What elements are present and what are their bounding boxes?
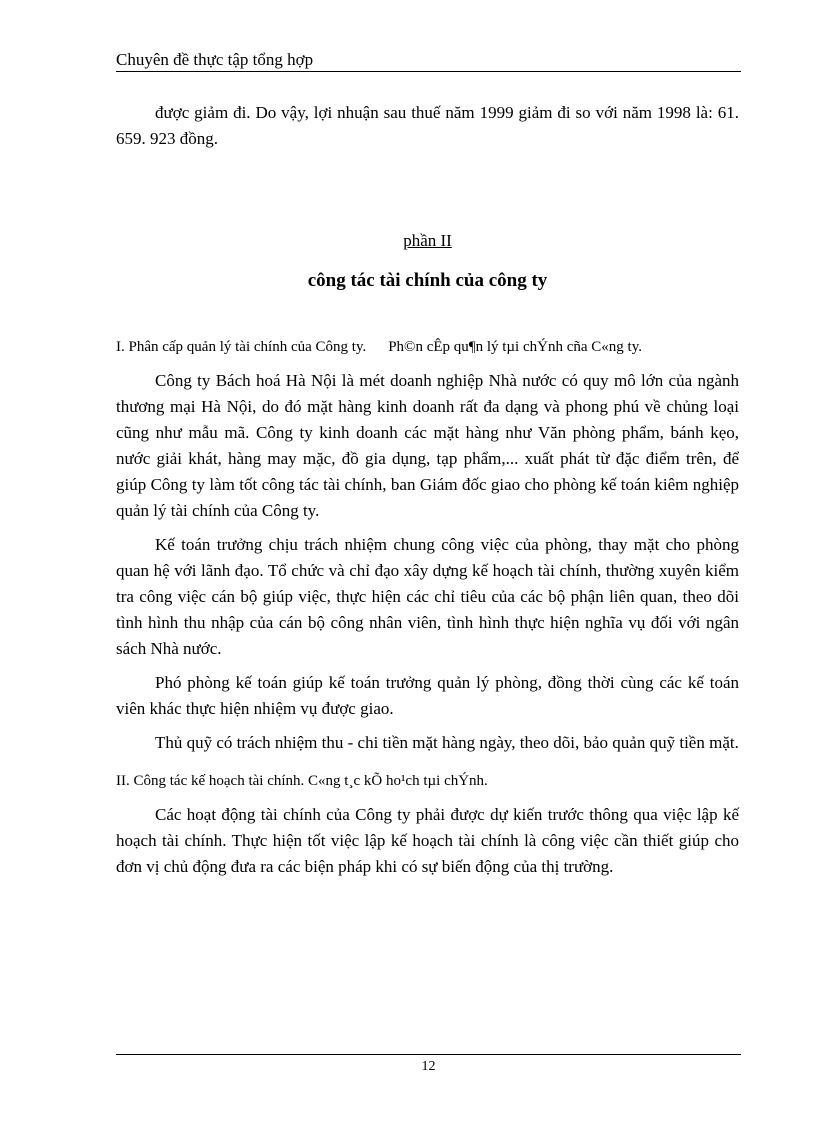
section2-paragraph-1: Các hoạt động tài chính của Công ty phải được dự kiến trước thông qua việc lập kế hoạch tài chính. Thực hiện tốt việc lập kế hoạch tài chính là công việc cần thiết giúp cho đơn vị chủ động đưa ra các biện pháp khi có sự biến động của thị trường. (116, 805, 739, 876)
section1-paragraph-4: Thủ quỹ có trách nhiệm thu - chi tiền mặt hàng ngày, theo dõi, bảo quản quỹ tiền mặt. (155, 733, 739, 752)
document-body (116, 100, 739, 880)
footer-divider (116, 1054, 741, 1055)
section1-paragraph-3: Phó phòng kế toán giúp kế toán trưởng quản lý phòng, đồng thời cùng các kế toán viên khác thực hiện nhiệm vụ được giao. (116, 673, 739, 718)
part-label: phần II (403, 231, 452, 250)
section-heading-1-garbled: Ph©n cÊp qu¶n lý tµi chÝnh cña C«ng ty. (388, 339, 642, 355)
header-divider (116, 71, 741, 72)
part-title: công tác tài chính của công ty (307, 270, 548, 291)
page-header: Chuyên đề thực tập tổng hợp (116, 50, 314, 69)
section-heading-2-text: II. Công tác kế hoạch tài chính. (116, 773, 305, 789)
section-heading-1 (116, 334, 739, 360)
page-number: 12 (421, 1059, 436, 1074)
section-heading-2-garbled: C«ng t¸c kÕ ho¹ch tµi chÝnh. (308, 773, 488, 789)
intro-paragraph: được giảm đi. Do vậy, lợi nhuận sau thuế năm 1999 giảm đi so với năm 1998 là: 61. 659. 923 đồng. (116, 103, 739, 148)
section1-paragraph-2: Kế toán trưởng chịu trách nhiệm chung công việc của phòng, thay mặt cho phòng quan hệ với lãnh đạo. Tổ chức và chỉ đạo xây dựng kế hoạch tài chính, thường xuyên kiểm tra công việc cán bộ giúp việc, thực hiện các chỉ tiêu của các bộ phận liên quan, theo dõi tình hình thu nhập của cán bộ công nhân viên, tình hình thực hiện nghĩa vụ đối với ngân sách Nhà nước. (116, 535, 739, 658)
section-heading-1-text: I. Phân cấp quản lý tài chính của Công ty. (116, 339, 367, 355)
section1-paragraph-1: Công ty Bách hoá Hà Nội là mét doanh nghiệp Nhà nước có quy mô lớn của ngành thương mại Hà Nội, do đó mặt hàng kinh doanh rất đa dạng và phong phú về chủng loại cũng như mẫu mã. Công ty kinh doanh các mặt hàng như Văn phòng phẩm, bánh kẹo, nước giải khát, hàng may mặc, đồ gia dụng, tạp phẩm,... xuất phát từ đặc điểm trên, để giúp Công ty làm tốt công tác tài chính, ban Giám đốc giao cho phòng kế toán kiêm nghiệp quản lý tài chính của Công ty. (116, 371, 739, 520)
section-heading-2 (116, 768, 739, 794)
